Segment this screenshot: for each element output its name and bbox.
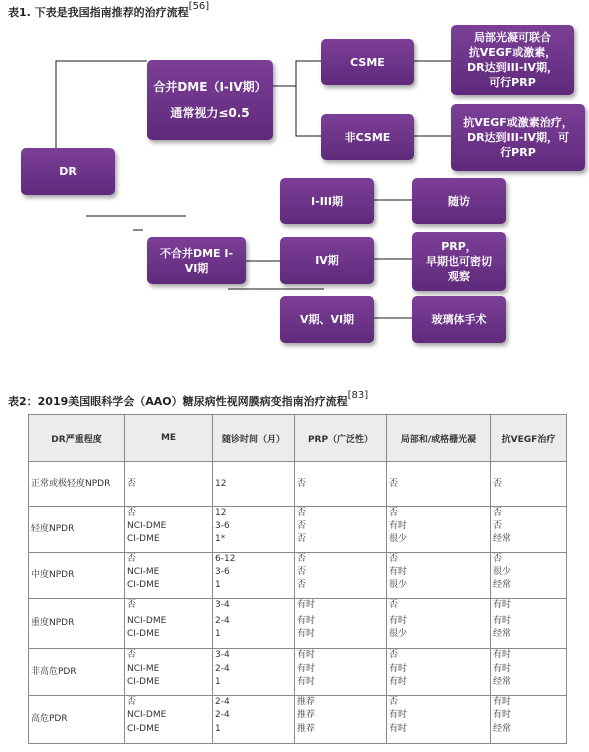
table-cell: 1 [213,676,295,696]
severity-cell: 轻度NPDR [29,507,125,553]
table-cell: NCI-ME [125,663,213,676]
table-cell: CI-DME [125,628,213,649]
table-cell: 有时 [491,709,567,723]
table-cell: NCI-DME [125,615,213,628]
node-non-csme-treatment: 抗VEGF或激素治疗， DR达到III-IV期，可 行PRP [451,104,585,171]
table-cell: 否 [125,649,213,664]
table-cell: 否 [491,507,567,521]
table-cell: 否 [387,507,491,521]
table-cell: 经常 [491,579,567,599]
severity-cell: 中度NPDR [29,553,125,599]
table-cell: 推荐 [295,723,387,744]
node-non-csme: 非CSME [321,114,414,160]
node-csme-treatment: 局部光凝可联合 抗VEGF或激素， DR达到III-IV期， 可行PRP [451,25,574,95]
table-body [29,462,567,744]
node-stage-4: IV期 [280,237,374,284]
header-prp: PRP（广泛性） [295,415,387,462]
table-row [29,599,567,616]
table-cell: 1 [213,723,295,744]
table-cell: 6-12 [213,553,295,567]
table-cell: 否 [387,599,491,616]
table-cell: 有时 [387,566,491,579]
table-cell: 有时 [491,615,567,628]
table-cell: 1* [213,533,295,553]
table-cell: 12 [213,507,295,521]
table-cell: 否 [295,566,387,579]
table-cell: 3-4 [213,599,295,616]
table-cell: 有时 [387,663,491,676]
table-cell: 经常 [491,533,567,553]
severity-cell: 重度NPDR [29,599,125,649]
table-cell: 3-6 [213,566,295,579]
table-cell: 有时 [491,696,567,710]
table-cell: 12 [213,462,295,507]
table1-caption-text: 表1. 下表是我国指南推荐的治疗流程 [8,6,189,19]
table-cell: 很少 [387,533,491,553]
table-cell: 有时 [387,723,491,744]
table-cell: 3-6 [213,520,295,533]
table-row [29,649,567,664]
table-row [29,696,567,710]
table-cell: 2-4 [213,663,295,676]
node-stage-5-6: V期、VI期 [280,296,374,343]
header-anti-vegf: 抗VEGF治疗 [491,415,567,462]
table-cell: 否 [295,579,387,599]
table-cell: 经常 [491,628,567,649]
table-cell: 有时 [295,615,387,628]
table-cell: NCI-ME [125,566,213,579]
table-cell: 很少 [387,628,491,649]
table-cell: 很少 [491,566,567,579]
table-cell: 有时 [387,709,491,723]
table-cell: 2-4 [213,709,295,723]
severity-cell: 非高危PDR [29,649,125,696]
connector-dr-dme [56,61,147,148]
table-cell: 否 [491,553,567,567]
severity-cell: 高危PDR [29,696,125,744]
table-row [29,462,567,507]
table-cell: 很少 [387,579,491,599]
table1-caption-ref: [56] [188,1,210,12]
table-cell: 否 [387,696,491,710]
table-cell: 经常 [491,676,567,696]
table2-caption-ref: [83] [347,390,369,401]
table-cell: 否 [387,553,491,567]
table-cell: CI-DME [125,723,213,744]
table-cell: 有时 [295,676,387,696]
header-severity: DR严重程度 [29,415,125,462]
table-cell: NCI-DME [125,709,213,723]
table-cell: 1 [213,628,295,649]
table-cell: 有时 [387,520,491,533]
table-cell: 否 [295,507,387,521]
table-cell: 有时 [387,615,491,628]
node-stage-4-treatment: PRP， 早期也可密切 观察 [412,232,506,291]
table-cell: 否 [387,462,491,507]
table-cell: 有时 [491,599,567,616]
table-cell: 1 [213,579,295,599]
node-dme: 合并DME（I-IV期） 通常视力≤0.5 [147,60,273,140]
table-cell: 经常 [491,723,567,744]
table-cell: 否 [491,520,567,533]
node-stage-1-3: I-III期 [280,178,374,224]
node-no-dme: 不合并DME I- VI期 [147,237,246,284]
table-cell: 否 [125,507,213,521]
table-cell: 否 [125,462,213,507]
table-cell: 否 [491,462,567,507]
table-cell: 否 [295,462,387,507]
table-cell: 否 [125,599,213,616]
header-follow-up: 随诊时间（月） [213,415,295,462]
table-cell: 3-4 [213,649,295,664]
node-csme: CSME [321,39,414,85]
table-cell: 有时 [295,628,387,649]
table-cell: 有时 [295,649,387,664]
table2-caption-text: 表2：2019美国眼科学会（AAO）糖尿病性视网膜病变指南治疗流程 [8,395,348,408]
table-cell: 推荐 [295,696,387,710]
header-me: ME [125,415,213,462]
aao-guideline-table [28,414,567,744]
table-cell: 否 [387,649,491,664]
table-cell: 2-4 [213,615,295,628]
table-cell: CI-DME [125,533,213,553]
table-cell: 否 [125,553,213,567]
node-follow-up: 随访 [412,178,506,224]
table-cell: CI-DME [125,676,213,696]
table-cell: 推荐 [295,709,387,723]
table-header-row [29,415,567,462]
table-cell: CI-DME [125,579,213,599]
node-vitrectomy: 玻璃体手术 [412,296,506,343]
table-cell: 有时 [295,599,387,616]
header-laser: 局部和/或格栅光凝 [387,415,491,462]
connector-dme-csme [273,61,321,86]
table2-caption [8,390,369,409]
connector-dme-noncsme [296,86,321,136]
table-cell: 2-4 [213,696,295,710]
table-cell: 有时 [491,663,567,676]
severity-cell: 正常或极轻度NPDR [29,462,125,507]
table-cell: 否 [295,520,387,533]
table-row [29,507,567,521]
table-cell: 否 [295,533,387,553]
table-cell: 有时 [295,663,387,676]
table-cell: NCI-DME [125,520,213,533]
table-row [29,553,567,567]
table-cell: 否 [295,553,387,567]
table-cell: 有时 [387,676,491,696]
table-cell: 有时 [491,649,567,664]
table-cell: 否 [125,696,213,710]
node-dr: DR [21,148,115,195]
